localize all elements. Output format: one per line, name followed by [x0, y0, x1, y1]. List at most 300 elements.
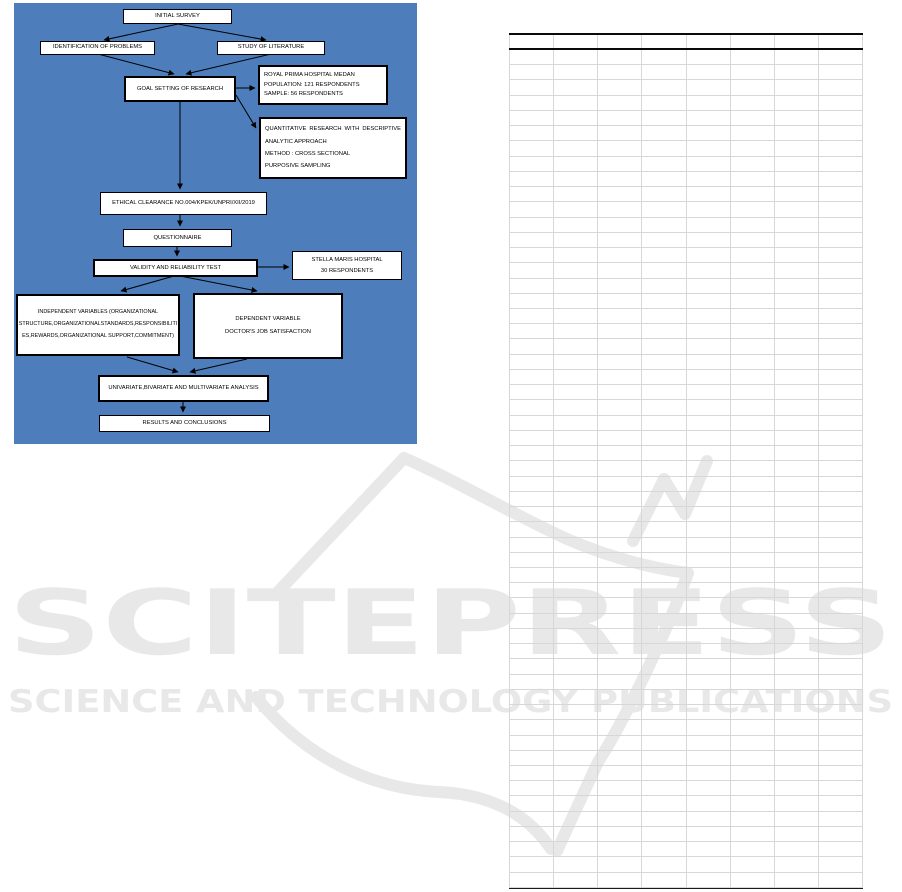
table-row: [509, 157, 863, 172]
table-cell: [775, 827, 819, 841]
table-cell: [687, 355, 731, 369]
table-cell: [554, 80, 598, 94]
table-row: [509, 324, 863, 339]
table-cell: [731, 857, 775, 871]
table-row: [509, 675, 863, 690]
table-cell: [819, 873, 863, 887]
table-cell: [554, 598, 598, 612]
table-cell: [642, 309, 686, 323]
table-cell: [642, 796, 686, 810]
table-cell: [554, 233, 598, 247]
table-cell: [510, 675, 554, 689]
table-cell: [687, 492, 731, 506]
table-cell: [731, 355, 775, 369]
table-cell: [775, 385, 819, 399]
table-cell: [642, 461, 686, 475]
table-row: [509, 416, 863, 431]
table-cell: [598, 187, 642, 201]
table-row: [509, 766, 863, 781]
table-cell: [642, 80, 686, 94]
table-cell: [819, 751, 863, 765]
flowchart-node-initial-survey: INITIAL SURVEY: [123, 9, 232, 24]
table-cell: [687, 202, 731, 216]
table-cell: [819, 675, 863, 689]
table-row: [509, 781, 863, 796]
table-cell: [731, 812, 775, 826]
table-row: [509, 477, 863, 492]
table-row: [509, 873, 863, 888]
table-cell: [687, 294, 731, 308]
table-cell: [731, 446, 775, 460]
table-cell: [598, 126, 642, 140]
table-cell: [598, 842, 642, 856]
table-cell: [775, 598, 819, 612]
table-cell: [554, 857, 598, 871]
table-cell: [598, 644, 642, 658]
table-cell: [819, 50, 863, 64]
table-cell: [687, 187, 731, 201]
table-cell: [554, 659, 598, 673]
table-cell: [819, 538, 863, 552]
table-cell: [510, 431, 554, 445]
quantitative-line: PURPOSIVE SAMPLING: [265, 162, 331, 169]
table-row: [509, 705, 863, 720]
table-cell: [775, 355, 819, 369]
table-cell: [775, 218, 819, 232]
table-cell: [775, 400, 819, 414]
table-cell: [775, 629, 819, 643]
table-cell: [775, 187, 819, 201]
table-cell: [554, 766, 598, 780]
table-cell: [687, 644, 731, 658]
table-row: [509, 568, 863, 583]
table-cell: [775, 416, 819, 430]
table-cell: [731, 461, 775, 475]
table-cell: [819, 248, 863, 262]
quantitative-line: METHOD : CROSS SECTIONAL: [265, 150, 351, 157]
table-row: [509, 294, 863, 309]
table-cell: [510, 477, 554, 491]
table-cell: [775, 279, 819, 293]
table-cell: [819, 218, 863, 232]
table-cell: [819, 522, 863, 536]
table-cell: [819, 461, 863, 475]
table-cell: [775, 873, 819, 887]
table-cell: [598, 522, 642, 536]
table-cell: [642, 157, 686, 171]
table-cell: [642, 629, 686, 643]
table-cell: [598, 385, 642, 399]
table-cell: [775, 583, 819, 597]
table-cell: [687, 873, 731, 887]
table-cell: [598, 431, 642, 445]
table-cell: [598, 218, 642, 232]
table-cell: [510, 172, 554, 186]
flowchart-node-validity-reliability-test: VALIDITY AND RELIABILITY TEST: [93, 259, 258, 277]
flowchart-node-stella-maris-hospital: [292, 251, 402, 280]
table-row: [509, 629, 863, 644]
table-cell: [731, 827, 775, 841]
table-cell: [510, 659, 554, 673]
independent-variables-line: STRUCTURE,ORGANIZATIONALSTANDARDS,RESPONSIBILITI: [18, 321, 178, 328]
table-cell: [598, 583, 642, 597]
table-cell: [775, 157, 819, 171]
table-cell: [731, 233, 775, 247]
table-row: [509, 141, 863, 156]
table-cell: [775, 705, 819, 719]
table-cell: [554, 157, 598, 171]
table-cell: [775, 675, 819, 689]
table-cell: [819, 400, 863, 414]
table-cell: [687, 675, 731, 689]
table-cell: [731, 629, 775, 643]
table-cell: [775, 796, 819, 810]
table-cell: [554, 873, 598, 887]
table-cell: [554, 751, 598, 765]
table-cell: [731, 416, 775, 430]
table-cell: [510, 126, 554, 140]
flowchart-node-ethical-clearance: ETHICAL CLEARANCE NO.004/KPEK/UNPRI/XII/2019: [100, 192, 267, 215]
table-bottom-rule: [509, 888, 863, 889]
table-cell: [687, 65, 731, 79]
table-cell: [510, 355, 554, 369]
table-cell: [819, 614, 863, 628]
table-cell: [687, 400, 731, 414]
table-cell: [687, 659, 731, 673]
table-cell: [510, 629, 554, 643]
table-row: [509, 690, 863, 705]
table-cell: [642, 416, 686, 430]
table-row: [509, 65, 863, 80]
independent-variables-line: ES,REWARDS,ORGANIZATIONAL SUPPORT,COMMITMENT): [22, 332, 174, 339]
table-cell: [819, 827, 863, 841]
table-cell: [510, 202, 554, 216]
table-row: [509, 507, 863, 522]
table-row: [509, 96, 863, 111]
table-cell: [819, 659, 863, 673]
table-row: [509, 202, 863, 217]
table-cell: [510, 522, 554, 536]
table-cell: [731, 781, 775, 795]
table-row: [509, 339, 863, 354]
table-cell: [731, 766, 775, 780]
table-cell: [554, 218, 598, 232]
table-cell: [819, 187, 863, 201]
table-cell: [819, 507, 863, 521]
flowchart-node-identification-of-problems: IDENTIFICATION OF PROBLEMS: [40, 41, 155, 55]
table-cell: [775, 126, 819, 140]
table-cell: [642, 538, 686, 552]
table-cell: [775, 736, 819, 750]
table-cell: [731, 187, 775, 201]
table-cell: [687, 461, 731, 475]
table-row: [509, 583, 863, 598]
table-cell: [775, 111, 819, 125]
table-cell: [642, 370, 686, 384]
table-row: [509, 751, 863, 766]
table-cell: [510, 50, 554, 64]
watermark-title: SCITEPRESS: [8, 571, 893, 676]
table-row: [509, 279, 863, 294]
table-cell: [598, 370, 642, 384]
table-cell: [775, 294, 819, 308]
table-cell: [554, 309, 598, 323]
table-cell: [642, 644, 686, 658]
table-cell: [687, 96, 731, 110]
quantitative-line: QUANTITATIVE RESEARCH WITH DESCRIPTIVE: [265, 126, 401, 133]
table-cell: [819, 111, 863, 125]
table-cell: [775, 35, 819, 48]
independent-variables-line: INDEPENDENT VARIABLES (ORGANIZATIONAL: [37, 309, 159, 316]
table-cell: [642, 781, 686, 795]
table-cell: [598, 751, 642, 765]
table-cell: [687, 538, 731, 552]
table-cell: [598, 263, 642, 277]
table-cell: [642, 812, 686, 826]
table-cell: [687, 111, 731, 125]
table-cell: [598, 248, 642, 262]
table-cell: [687, 629, 731, 643]
table-cell: [598, 172, 642, 186]
table-cell: [731, 492, 775, 506]
table-cell: [642, 35, 686, 48]
table-cell: [775, 766, 819, 780]
table-cell: [775, 80, 819, 94]
table-cell: [819, 294, 863, 308]
table-cell: [510, 690, 554, 704]
table-cell: [642, 126, 686, 140]
table-cell: [687, 80, 731, 94]
table-cell: [819, 583, 863, 597]
table-cell: [642, 827, 686, 841]
table-cell: [510, 187, 554, 201]
table-cell: [819, 446, 863, 460]
table-cell: [510, 507, 554, 521]
table-cell: [510, 446, 554, 460]
table-cell: [554, 172, 598, 186]
table-cell: [731, 553, 775, 567]
table-cell: [554, 629, 598, 643]
table-cell: [510, 736, 554, 750]
table-cell: [554, 827, 598, 841]
table-cell: [687, 431, 731, 445]
table-cell: [731, 218, 775, 232]
table-cell: [775, 233, 819, 247]
table-cell: [775, 857, 819, 871]
table-cell: [731, 35, 775, 48]
table-cell: [731, 720, 775, 734]
table-cell: [598, 416, 642, 430]
table-cell: [775, 202, 819, 216]
table-cell: [642, 202, 686, 216]
table-cell: [819, 781, 863, 795]
table-cell: [731, 583, 775, 597]
table-cell: [598, 294, 642, 308]
table-cell: [731, 477, 775, 491]
table-cell: [775, 751, 819, 765]
table-cell: [510, 80, 554, 94]
table-cell: [687, 141, 731, 155]
table-cell: [731, 157, 775, 171]
table-cell: [510, 96, 554, 110]
table-cell: [598, 705, 642, 719]
table-cell: [775, 263, 819, 277]
table-cell: [510, 263, 554, 277]
table-cell: [687, 50, 731, 64]
table-cell: [554, 842, 598, 856]
table-cell: [819, 796, 863, 810]
table-row: [509, 400, 863, 415]
table-cell: [642, 65, 686, 79]
table-cell: [642, 477, 686, 491]
table-cell: [731, 385, 775, 399]
table-cell: [554, 96, 598, 110]
table-cell: [642, 598, 686, 612]
table-cell: [598, 553, 642, 567]
table-cell: [554, 736, 598, 750]
table-cell: [731, 873, 775, 887]
table-row: [509, 736, 863, 751]
table-cell: [819, 857, 863, 871]
table-cell: [687, 446, 731, 460]
table-cell: [731, 111, 775, 125]
table-cell: [819, 842, 863, 856]
table-cell: [687, 279, 731, 293]
table-cell: [642, 279, 686, 293]
table-cell: [687, 720, 731, 734]
table-cell: [775, 370, 819, 384]
table-cell: [598, 157, 642, 171]
table-cell: [642, 385, 686, 399]
table-cell: [598, 568, 642, 582]
table-cell: [819, 690, 863, 704]
table-cell: [687, 598, 731, 612]
table-cell: [642, 842, 686, 856]
table-cell: [819, 598, 863, 612]
table-cell: [510, 309, 554, 323]
table-cell: [819, 324, 863, 338]
table-cell: [819, 172, 863, 186]
table-cell: [598, 629, 642, 643]
table-cell: [554, 477, 598, 491]
table-cell: [510, 111, 554, 125]
table-cell: [687, 309, 731, 323]
table-cell: [775, 461, 819, 475]
table-cell: [554, 324, 598, 338]
table-cell: [598, 796, 642, 810]
table-cell: [819, 370, 863, 384]
table-cell: [775, 446, 819, 460]
table-cell: [731, 796, 775, 810]
table-cell: [687, 736, 731, 750]
table-row: [509, 248, 863, 263]
flowchart-node-independent-variables: [16, 294, 180, 356]
table-cell: [554, 568, 598, 582]
table-cell: [510, 492, 554, 506]
table-cell: [554, 507, 598, 521]
table-cell: [819, 629, 863, 643]
table-cell: [819, 766, 863, 780]
table-cell: [775, 309, 819, 323]
table-cell: [642, 400, 686, 414]
table-cell: [554, 431, 598, 445]
table-cell: [642, 248, 686, 262]
table-cell: [642, 736, 686, 750]
table-cell: [554, 553, 598, 567]
table-cell: [642, 720, 686, 734]
table-cell: [510, 873, 554, 887]
table-row: [509, 659, 863, 674]
table-cell: [687, 751, 731, 765]
table-row: [509, 538, 863, 553]
table-cell: [687, 157, 731, 171]
table-cell: [819, 812, 863, 826]
table-row: [509, 370, 863, 385]
table-cell: [554, 370, 598, 384]
table-cell: [554, 812, 598, 826]
table-row: [509, 263, 863, 278]
table-cell: [731, 96, 775, 110]
table-cell: [731, 294, 775, 308]
table-cell: [687, 583, 731, 597]
table-cell: [687, 370, 731, 384]
table-row: [509, 461, 863, 476]
table-cell: [819, 431, 863, 445]
table-cell: [554, 294, 598, 308]
table-row: [509, 111, 863, 126]
table-cell: [731, 598, 775, 612]
table-cell: [819, 202, 863, 216]
table-cell: [554, 690, 598, 704]
table-cell: [775, 659, 819, 673]
table-cell: [775, 507, 819, 521]
table-cell: [554, 538, 598, 552]
royal-prima-line: SAMPLE: 56 RESPONDENTS: [264, 91, 343, 98]
table-row: [509, 553, 863, 568]
table-cell: [510, 339, 554, 353]
table-cell: [510, 538, 554, 552]
table-cell: [642, 339, 686, 353]
table-row: [509, 431, 863, 446]
table-cell: [510, 842, 554, 856]
table-cell: [510, 568, 554, 582]
table-cell: [510, 614, 554, 628]
table-cell: [819, 96, 863, 110]
table-row: [509, 218, 863, 233]
table-cell: [819, 385, 863, 399]
table-cell: [775, 644, 819, 658]
table-cell: [642, 614, 686, 628]
table-cell: [554, 355, 598, 369]
table-cell: [554, 385, 598, 399]
flowchart-node-study-of-literature: STUDY OF LITERATURE: [217, 41, 325, 55]
table-cell: [819, 355, 863, 369]
table-cell: [731, 324, 775, 338]
table-cell: [510, 796, 554, 810]
table-row: [509, 233, 863, 248]
table-row: [509, 80, 863, 95]
table-cell: [642, 263, 686, 277]
table-cell: [731, 614, 775, 628]
table-cell: [598, 690, 642, 704]
table-cell: [775, 842, 819, 856]
table-cell: [731, 141, 775, 155]
table-cell: [598, 50, 642, 64]
table-cell: [554, 400, 598, 414]
table-cell: [598, 309, 642, 323]
table-cell: [554, 446, 598, 460]
table-cell: [731, 248, 775, 262]
